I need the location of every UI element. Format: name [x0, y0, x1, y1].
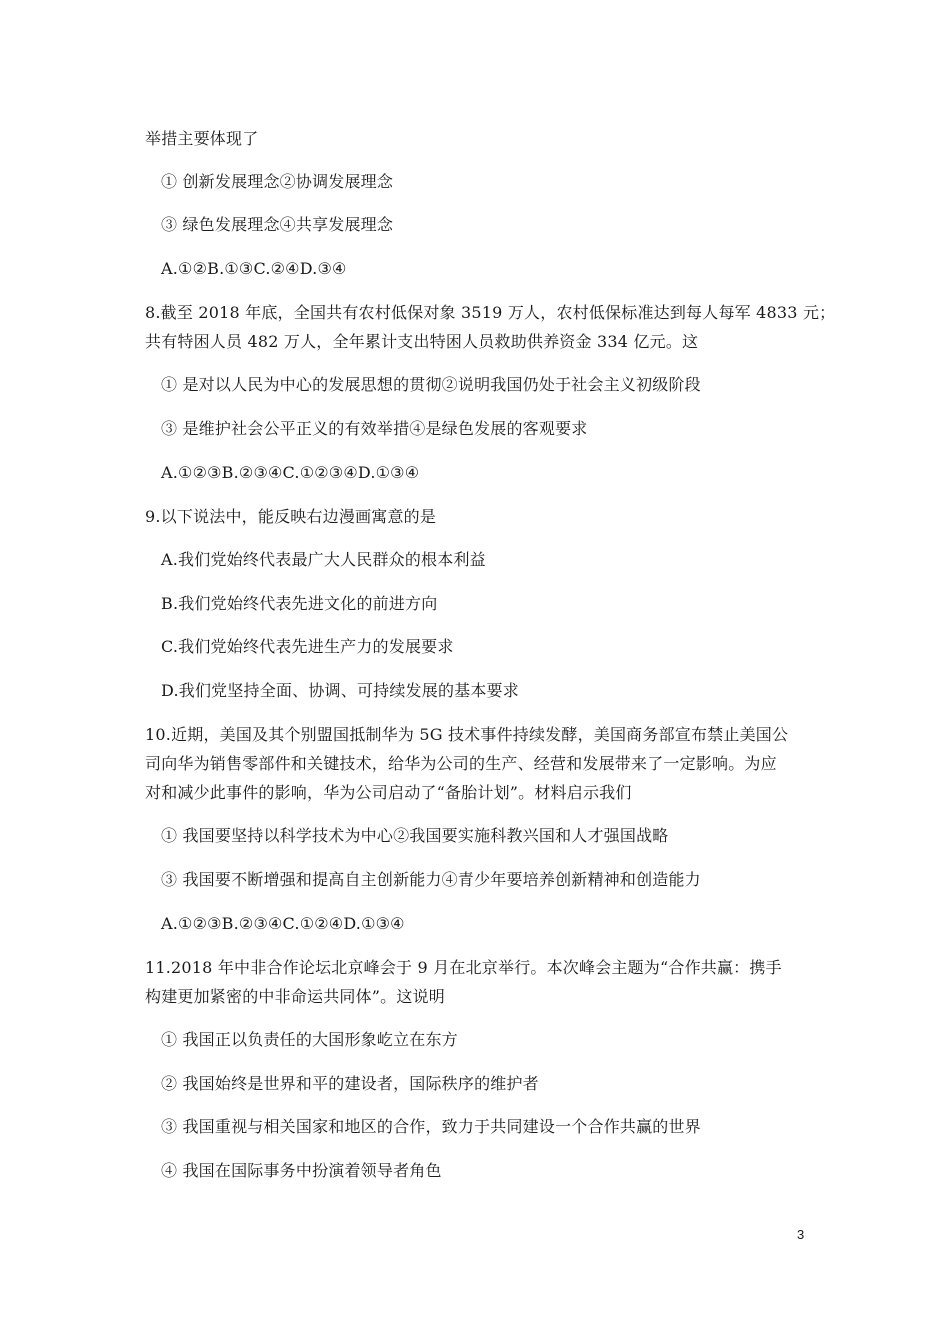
question-11-statement-2: ② 我国始终是世界和平的建设者，国际秩序的维护者	[161, 1074, 539, 1093]
question-10-choices: A.①②③B.②③④C.①②④D.①③④	[161, 914, 405, 933]
question-10-statements-1: ① 我国要坚持以科学技术为中心②我国要实施科教兴国和人才强国战略	[161, 826, 669, 845]
question-11-statement-4: ④ 我国在国际事务中扮演着领导者角色	[161, 1161, 442, 1180]
question-11-line-1: 11.2018 年中非合作论坛北京峰会于 9 月在北京举行。本次峰会主题为“合作共赢：携手	[145, 958, 782, 977]
page-number: 3	[797, 1227, 805, 1242]
question-8-line-2: 共有特困人员 482 万人，全年累计支出特困人员救助供养资金 334 亿元。这	[145, 332, 699, 351]
question-11-statement-3: ③ 我国重视与相关国家和地区的合作，致力于共同建设一个合作共赢的世界	[161, 1117, 701, 1136]
question-8-line-1: 8.截至 2018 年底，全国共有农村低保对象 3519 万人，农村低保标准达到每人每军 4833 元；	[145, 303, 836, 322]
question-8-statements-2: ③ 是维护社会公平正义的有效举措④是绿色发展的客观要求	[161, 419, 588, 438]
question-8-statements-1: ① 是对以人民为中心的发展思想的贯彻②说明我国仍处于社会主义初级阶段	[161, 375, 701, 394]
question-10-line-2: 司向华为销售零部件和关键技术，给华为公司的生产、经营和发展带来了一定影响。为应	[145, 754, 777, 773]
question-9-option-b: B.我们党始终代表先进文化的前进方向	[161, 594, 438, 613]
question-7-statements-2: ③ 绿色发展理念④共享发展理念	[161, 215, 394, 234]
question-7-statements-1: ① 创新发展理念②协调发展理念	[161, 172, 394, 191]
question-10-line-1: 10.近期，美国及其个别盟国抵制华为 5G 技术事件持续发酵，美国商务部宣布禁止美国公	[145, 725, 789, 744]
question-9-option-c: C.我们党始终代表先进生产力的发展要求	[161, 637, 454, 656]
question-9-option-a: A.我们党始终代表最广大人民群众的根本利益	[161, 550, 486, 569]
question-9-stem: 9.以下说法中，能反映右边漫画寓意的是	[145, 507, 437, 526]
question-9-option-d: D.我们党坚持全面、协调、可持续发展的基本要求	[161, 681, 519, 700]
question-10-line-3: 对和减少此事件的影响，华为公司启动了“备胎计划”。材料启示我们	[145, 783, 632, 802]
question-7-choices: A.①②B.①③C.②④D.③④	[161, 259, 347, 278]
question-10-statements-2: ③ 我国要不断增强和提高自主创新能力④青少年要培养创新精神和创造能力	[161, 870, 701, 889]
question-11-statement-1: ① 我国正以负责任的大国形象屹立在东方	[161, 1030, 458, 1049]
question-7-continuation: 举措主要体现了	[145, 129, 259, 148]
question-8-choices: A.①②③B.②③④C.①②③④D.①③④	[161, 463, 420, 482]
question-11-line-2: 构建更加紧密的中非命运共同体”。这说明	[145, 987, 445, 1006]
